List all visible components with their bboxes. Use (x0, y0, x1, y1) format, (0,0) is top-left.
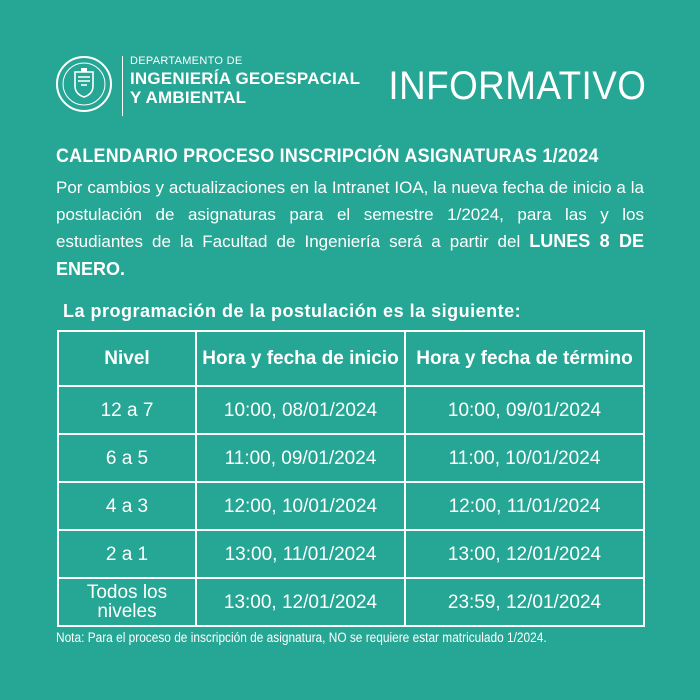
footnote: Nota: Para el proceso de inscripción de asignatura, NO se requiere estar matriculado 1/2024. (56, 630, 547, 645)
cell-nivel: 2 a 1 (58, 530, 196, 578)
cell-nivel: 12 a 7 (58, 386, 196, 434)
table-row (58, 578, 644, 626)
table-row (58, 530, 644, 578)
table-header-row (58, 331, 644, 386)
cell-termino: 11:00, 10/01/2024 (405, 434, 644, 482)
announcement-text: Por cambios y actualizaciones en la Intranet IOA, la nueva fecha de inicio a la postulación de asignaturas para el semestre 1/2024, para las y los estudiantes de la Facultad de Ingeniería será a partir del (56, 178, 644, 251)
cell-inicio: 13:00, 11/01/2024 (196, 530, 405, 578)
schedule-subtitle: La programación de la postulación es la siguiente: (63, 301, 522, 321)
cell-termino: 13:00, 12/01/2024 (405, 530, 644, 578)
header-divider (122, 56, 123, 116)
cell-termino: 12:00, 11/01/2024 (405, 482, 644, 530)
cell-termino: 23:59, 12/01/2024 (405, 578, 644, 626)
table-row (58, 386, 644, 434)
dept-line-3: Y AMBIENTAL (130, 88, 247, 107)
cell-inicio: 11:00, 09/01/2024 (196, 434, 405, 482)
header-nivel: Nivel (58, 331, 196, 386)
cell-termino: 10:00, 09/01/2024 (405, 386, 644, 434)
university-seal-logo (56, 56, 112, 112)
header (56, 56, 646, 118)
schedule-table (57, 330, 645, 627)
cell-nivel: 4 a 3 (58, 482, 196, 530)
cell-inicio: 10:00, 08/01/2024 (196, 386, 405, 434)
calendar-title: CALENDARIO PROCESO INSCRIPCIÓN ASIGNATURAS 1/2024 (56, 146, 599, 167)
start-date-highlight: LUNES 8 DE ENERO. (56, 231, 644, 279)
header-termino: Hora y fecha de término (405, 331, 644, 386)
announcement-paragraph (56, 175, 644, 283)
dept-line-2: INGENIERÍA GEOESPACIAL (130, 69, 361, 88)
cell-nivel: Todos los niveles (58, 578, 196, 626)
dept-line-1: DEPARTAMENTO DE (130, 55, 243, 67)
table-row (58, 482, 644, 530)
department-name (130, 56, 360, 106)
cell-inicio: 13:00, 12/01/2024 (196, 578, 405, 626)
cell-nivel: 6 a 5 (58, 434, 196, 482)
cell-inicio: 12:00, 10/01/2024 (196, 482, 405, 530)
informativo-heading: INFORMATIVO (388, 64, 646, 108)
table-row (58, 434, 644, 482)
header-inicio: Hora y fecha de inicio (196, 331, 405, 386)
